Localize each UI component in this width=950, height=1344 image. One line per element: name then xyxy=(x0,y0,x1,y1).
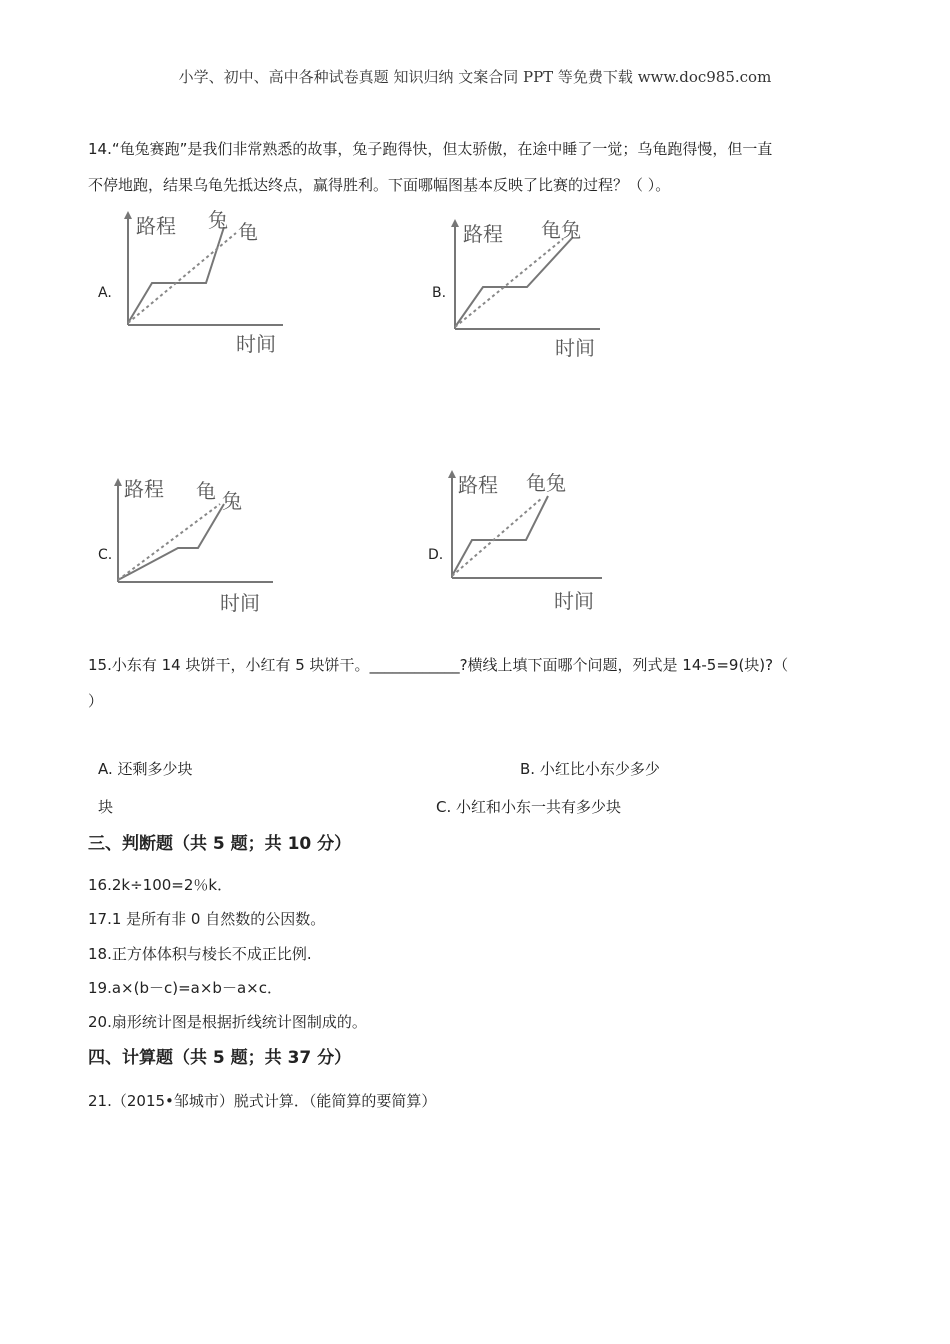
tortoise-line xyxy=(455,239,563,327)
q15-text-b: ?横线上填下面哪个问题，列式是 14-5=9(块)?（ xyxy=(459,656,789,674)
y-label: 路程 xyxy=(124,477,164,501)
q15-line1 xyxy=(88,654,788,675)
graph-a xyxy=(118,205,298,360)
label-2: 龟 xyxy=(238,220,258,244)
q18: 18.正方体体积与棱长不成正比例. xyxy=(88,945,312,963)
q17: 17.1 是所有非 0 自然数的公因数。 xyxy=(88,910,326,928)
y-label: 路程 xyxy=(458,473,498,497)
label-1: 兔 xyxy=(208,208,228,232)
q15-option-a: A. 还剩多少块 xyxy=(98,760,193,778)
tortoise-line xyxy=(118,504,220,580)
rabbit-line xyxy=(455,237,573,327)
q16: 16.2k÷100=2％k． xyxy=(88,876,233,894)
option-a-letter: A. xyxy=(98,285,112,301)
q19: 19.a×(b－c)=a×b－a×c． xyxy=(88,979,282,997)
y-axis-arrow xyxy=(448,470,456,478)
x-label: 时间 xyxy=(236,332,276,356)
y-axis-arrow xyxy=(124,211,132,219)
option-b-letter: B. xyxy=(432,285,447,301)
graph-d xyxy=(442,466,622,616)
q14-line2: 不停地跑，结果乌龟先抵达终点，赢得胜利。下面哪幅图基本反映了比赛的过程？（ ）。 xyxy=(88,176,671,194)
x-label: 时间 xyxy=(554,589,594,613)
q20: 20.扇形统计图是根据折线统计图制成的。 xyxy=(88,1013,367,1031)
option-d-letter: D. xyxy=(428,547,444,563)
graph-b xyxy=(445,215,625,365)
label-1: 龟兔 xyxy=(526,471,566,495)
q15-option-b: B. 小红比小东少多少 xyxy=(520,760,660,778)
page-header: 小学、初中、高中各种试卷真题 知识归纳 文案合同 PPT 等免费下载 www.doc985.com xyxy=(178,68,772,86)
rabbit-line xyxy=(128,227,224,323)
tortoise-line xyxy=(128,233,236,323)
y-label: 路程 xyxy=(136,214,176,238)
option-c-letter: C. xyxy=(98,547,113,563)
section-4-heading: 四、计算题（共 5 题；共 37 分） xyxy=(88,1048,352,1068)
x-label: 时间 xyxy=(220,591,260,615)
label-1: 龟兔 xyxy=(541,218,581,242)
graph-c xyxy=(108,472,288,617)
q15-text-a: 15.小东有 14 块饼干，小红有 5 块饼干。 xyxy=(88,656,370,674)
q15-blank: ____________ xyxy=(369,656,460,674)
y-axis-arrow xyxy=(114,478,122,486)
label-2: 兔 xyxy=(222,489,242,513)
label-1: 龟 xyxy=(196,479,216,503)
q15-option-b-cont: 块 xyxy=(98,798,114,816)
q15-option-c: C. 小红和小东一共有多少块 xyxy=(436,798,622,816)
q14-line1: 14.“龟兔赛跑”是我们非常熟悉的故事，兔子跑得快，但太骄傲，在途中睡了一觉；乌龟跑得慢，但一直 xyxy=(88,140,773,158)
y-axis-arrow xyxy=(451,219,459,227)
y-label: 路程 xyxy=(463,222,503,246)
x-label: 时间 xyxy=(555,336,595,360)
section-3-heading: 三、判断题（共 5 题；共 10 分） xyxy=(88,834,352,854)
q21: 21.（2015•邹城市）脱式计算．（能简算的要简算） xyxy=(88,1092,437,1110)
q15-line2: ） xyxy=(88,692,104,710)
